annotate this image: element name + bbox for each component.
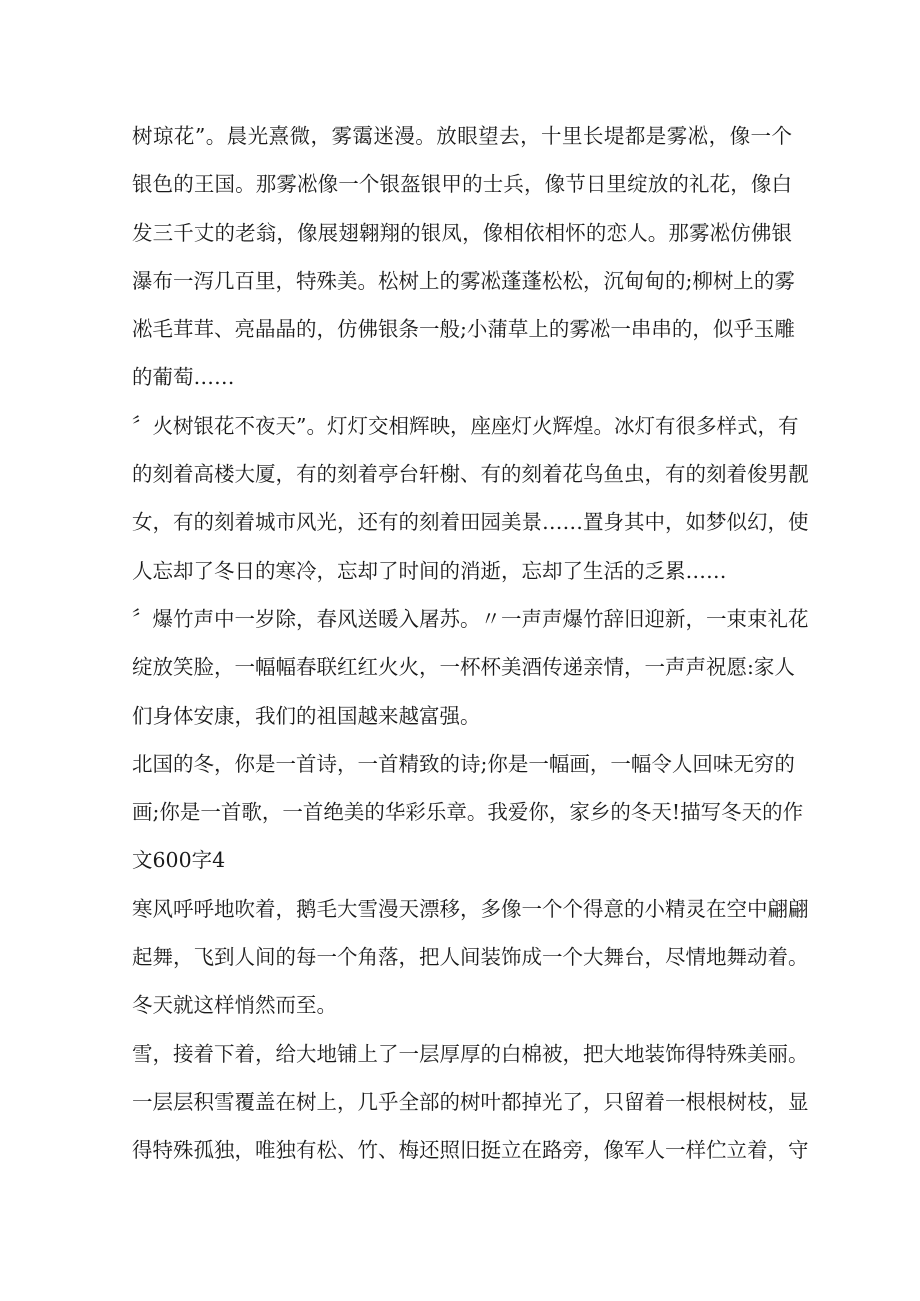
text-line: 〞火树银花不夜天”。灯灯交相辉映，座座灯火辉煌。冰灯有很多样式，有 [132,413,799,438]
text-line: 人忘却了冬日的寒冷，忘却了时间的消逝，忘却了生活的乏累…… [132,558,727,583]
text-line: 发三千丈的老翁，像展翅翱翔的银凤，像相依相怀的恋人。那雾凇仿佛银 [132,220,792,245]
text-line: 雪，接着下着，给大地铺上了一层厚厚的白棉被，把大地装饰得特殊美丽。 [132,1041,809,1066]
text-line: 一层层积雪覆盖在树上，几乎全部的树叶都掉光了，只留着一根根树枝，显 [132,1089,809,1114]
text-line: 得特殊孤独，唯独有松、竹、梅还照旧挺立在路旁，像军人一样伫立着，守 [132,1138,809,1163]
text-line: 的葡萄…… [132,365,235,390]
text-line: 画;你是一首歌，一首绝美的华彩乐章。我爱你，家乡的冬天!描写冬天的作 [132,800,804,825]
text-line: 女，有的刻着城市风光，还有的刻着田园美景……置身其中，如梦似幻，使 [132,510,809,535]
text-line: 起舞，飞到人间的每一个角落，把人间装饰成一个大舞台，尽情地舞动着。 [132,945,809,970]
text-line: 寒风呼呼地吹着，鹅毛大雪漫天漂移，多像一个个得意的小精灵在空中翩翩 [132,896,809,921]
text-line: 冬天就这样悄然而至。 [132,993,337,1018]
text-line: 们身体安康，我们的祖国越来越富强。 [132,703,481,728]
text-line: 凇毛茸茸、亮晶晶的，仿佛银条一般;小蒲草上的雾凇一串串的，似乎玉雕 [132,317,795,342]
text-line: 文600字4 [132,848,226,873]
text-line: 的刻着高楼大厦，有的刻着亭台轩榭、有的刻着花鸟鱼虫，有的刻着俊男靓 [132,462,809,487]
text-line: 绽放笑脸，一幅幅春联红红火火，一杯杯美酒传递亲情，一声声祝愿:家人 [132,655,795,680]
text-line: 树琼花”。晨光熹微，雾霭迷漫。放眼望去，十里长堤都是雾凇，像一个 [132,124,792,148]
text-line: 〞爆竹声中一岁除，春风送暖入屠苏。〃一声声爆竹辞旧迎新，一束束礼花 [132,606,809,631]
text-line: 北国的冬，你是一首诗，一首精致的诗;你是一幅画，一幅令人回味无穷的 [132,751,795,776]
text-line: 瀑布一泻几百里，特殊美。松树上的雾凇蓬蓬松松，沉甸甸的;柳树上的雾 [132,268,795,293]
body-text [132,112,809,1175]
text-line: 银色的王国。那雾凇像一个银盔银甲的士兵，像节日里绽放的礼花，像白 [132,172,792,197]
